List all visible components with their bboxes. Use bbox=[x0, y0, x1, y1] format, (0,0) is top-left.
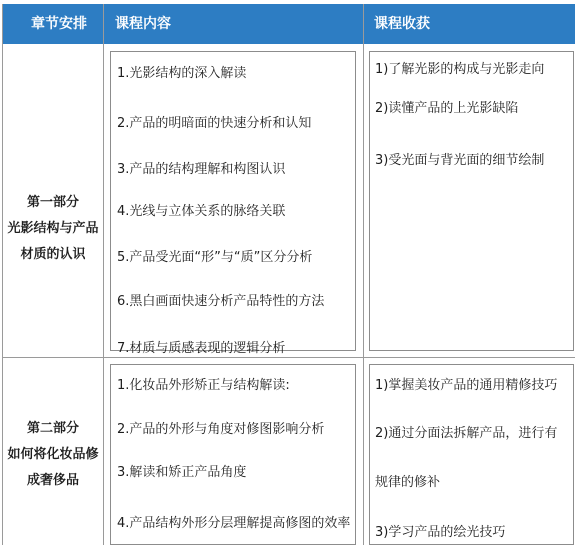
content-item: 4.光线与立体关系的脉络关联 bbox=[117, 204, 286, 219]
content-item: 5.产品受光面“形”与“质”区分分析 bbox=[117, 250, 313, 265]
content-item: 2.产品的外形与角度对修图影响分析 bbox=[117, 422, 325, 437]
section-title bbox=[3, 190, 103, 268]
content-item: 4.产品结构外形分层理解提高修图的效率 bbox=[117, 516, 351, 531]
section-title-line: 材质的认识 bbox=[20, 247, 86, 262]
gain-item: 2)通过分面法拆解产品，进行有 bbox=[375, 426, 558, 441]
content-item: 3.解读和矫正产品角度 bbox=[117, 465, 247, 480]
row-divider bbox=[3, 357, 575, 358]
section-title bbox=[3, 416, 103, 494]
content-item: 6.黑白画面快速分析产品特性的方法 bbox=[117, 294, 325, 309]
gains-frame bbox=[369, 51, 574, 351]
gain-item: 3)受光面与背光面的细节绘制 bbox=[375, 153, 545, 168]
content-item: 3.产品的结构理解和构图认识 bbox=[117, 162, 286, 177]
column-divider bbox=[103, 4, 104, 545]
gain-item: 规律的修补 bbox=[375, 475, 441, 490]
gain-item: 1)了解光影的构成与光影走向 bbox=[375, 62, 545, 77]
section-title-line: 第二部分 bbox=[26, 421, 79, 436]
section-title-line: 成奢侈品 bbox=[26, 473, 79, 488]
table-header bbox=[3, 4, 575, 44]
gain-item: 1)掌握美妆产品的通用精修技巧 bbox=[375, 378, 558, 393]
section-title-line: 如何将化妆品修 bbox=[7, 447, 99, 462]
gain-item: 3)学习产品的绘光技巧 bbox=[375, 525, 506, 540]
header-gains: 课程收获 bbox=[374, 16, 430, 32]
course-table bbox=[2, 4, 575, 545]
content-item: 1.光影结构的深入解读 bbox=[117, 66, 247, 81]
section-title-line: 光影结构与产品 bbox=[7, 221, 99, 236]
header-content: 课程内容 bbox=[115, 16, 171, 32]
header-chapter: 章节安排 bbox=[31, 16, 87, 32]
content-item: 7.材质与质感表现的逻辑分析 bbox=[117, 341, 286, 356]
gain-item: 2)读懂产品的上光影缺陷 bbox=[375, 101, 519, 116]
content-item: 1.化妆品外形矫正与结构解读: bbox=[117, 378, 290, 393]
column-divider bbox=[363, 4, 364, 545]
section-title-line: 第一部分 bbox=[26, 195, 79, 210]
content-item: 2.产品的明暗面的快速分析和认知 bbox=[117, 116, 312, 131]
